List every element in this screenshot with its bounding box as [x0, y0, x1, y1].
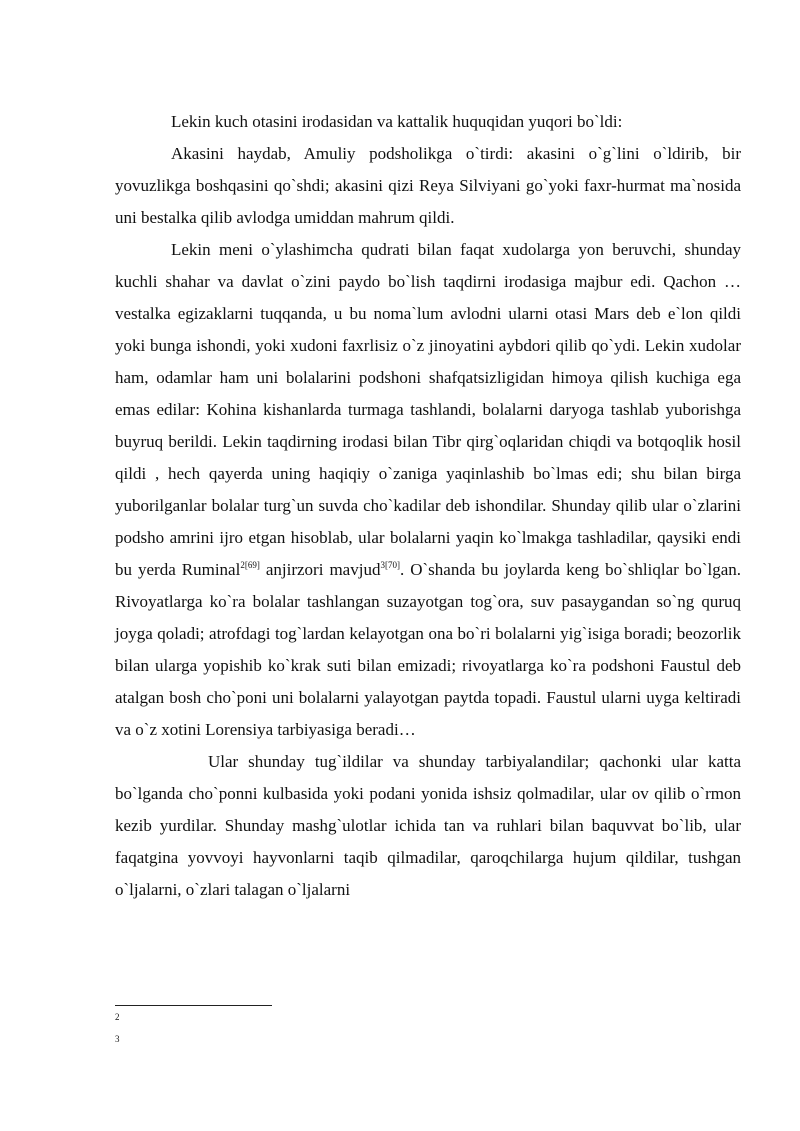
- paragraph-1: Lekin kuch otasini irodasidan va kattalik huquqidan yuqori bo`ldi:: [171, 112, 623, 131]
- footnote-separator: [115, 1005, 272, 1006]
- paragraph-3-part-2: anjirzori mavjud: [259, 560, 381, 579]
- footnote-ref-3[interactable]: 3[70]: [380, 560, 400, 570]
- paragraph-3-part-1: Lekin meni o`ylashimcha qudrati bilan faqat xudolarga yon beruvchi, shunday kuchli shahar va davlat o`zini paydo bo`lish taqdirni irodasiga majbur edi. Qachon … vestalka egizaklarni tuqqanda, u bu noma`lum avlodni ularni otasi Mars deb e`lon qildi yoki bunga ishondi, yoki xudoni faxrlisiz o`z jinoyatini aybdori qilib qo`ydi. Lekin xudolar ham, odamlar ham uni bolalarini podshoni shafqatsizligidan himoya qilish kuchiga ega emas edilar: Kohina kishanlarda turmaga tashlandi, bolalarni daryoga tashlab yuborishga buyruq berildi. Lekin taqdirning irodasi bilan Tibr qirg`oqlaridan chiqdi va botqoqlik hosil qildi , hech qayerda uning haqiqiy o`zaniga yaqinlashib bo`lmas edi; shu bilan birga yuborilganlar bolalar turg`un suvda cho`kadilar deb ishondilar. Shunday qilib ular o`zlarini podsho amrini ijro etgan hisoblab, ular bolalarni yaqin ko`lmakga tashladilar, qaysiki endi bu yerda Ruminal: [115, 240, 741, 579]
- paragraph-3-part-3: . O`shanda bu joylarda keng bo`shliqlar bo`lgan. Rivoyatlarga ko`ra bolalar tashlangan suzayotgan tog`ora, suv pasaygandan so`ng quruq joyga qoladi; atrofdagi tog`lardan kelayotgan ona bo`ri bolalarni yig`isiga boradi; beozorlik bilan ularga yopishib ko`krak suti bilan emizadi; rivoyatlarga ko`ra podshoni Faustul deb atalgan bosh cho`poni uni bolalarni yalayotgan paytda topadi. Faustul ularni uyga keltiradi va o`z xotini Lorensiya tarbiyasiga beradi…: [115, 560, 741, 739]
- paragraph-4: Ular shunday tug`ildilar va shunday tarbiyalandilar; qachonki ular katta bo`lganda cho`ponni kulbasida yoki podani yonida ishsiz qolmadilar, ular ov qilib o`rmon kezib yurdilar. Shunday mashg`ulotlar ichida tan va ruhlari bilan baquvvat bo`lib, ular faqatgina yovvoyi hayvonlarni taqib qilmadilar, qaroqchilarga hujum qildilar, tushgan o`ljalarni, o`zlari talagan o`ljalarni: [115, 752, 741, 899]
- body-text: [115, 106, 741, 906]
- paragraph-3: [115, 234, 741, 746]
- paragraph-2: Akasini haydab, Amuliy podsholikga o`tirdi: akasini o`g`lini o`ldirib, bir yovuzlikga boshqasini qo`shdi; akasini qizi Reya Silviyani go`yoki faxr-hurmat ma`nosida uni bestalka qilib avlodga umiddan mahrum qildi.: [115, 144, 741, 227]
- footnote-3: 3: [115, 1034, 120, 1044]
- footnote-ref-2[interactable]: 2[69]: [240, 560, 260, 570]
- footnote-2: 2: [115, 1012, 120, 1022]
